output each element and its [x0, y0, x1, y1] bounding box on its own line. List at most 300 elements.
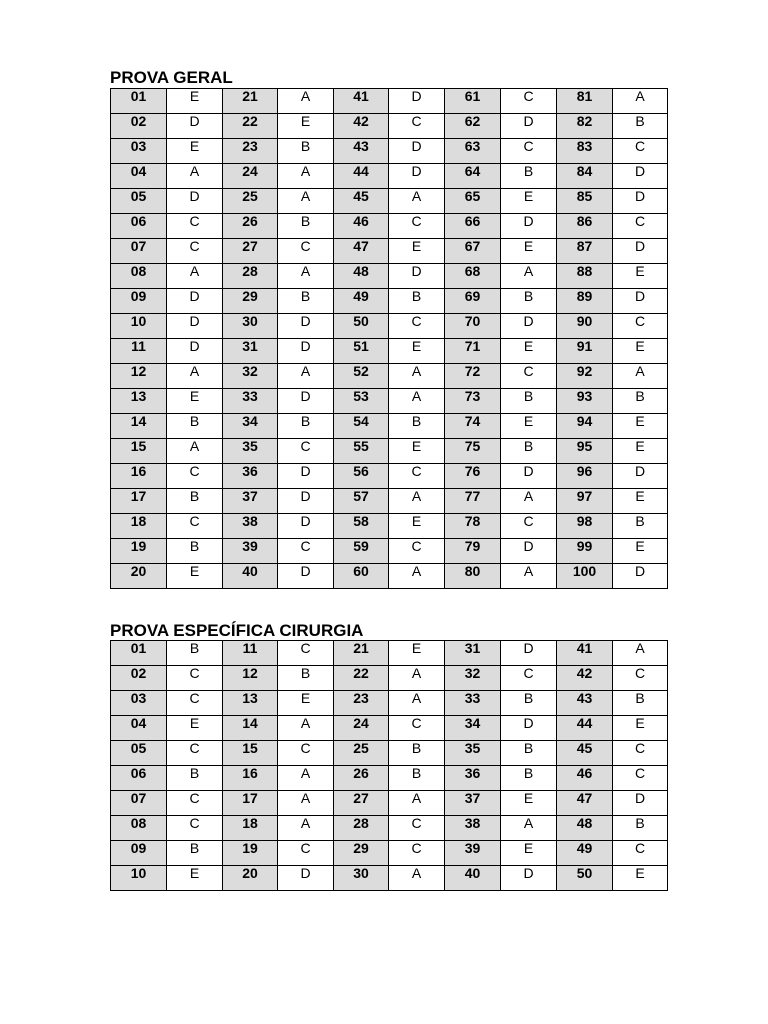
question-number: 74 — [445, 414, 501, 439]
answer-letter: C — [278, 239, 334, 264]
question-number: 70 — [445, 314, 501, 339]
question-number: 21 — [223, 89, 278, 114]
table-row — [111, 289, 668, 314]
question-number: 32 — [223, 364, 278, 389]
answer-letter: E — [167, 564, 223, 589]
question-number: 29 — [334, 841, 389, 866]
question-number: 19 — [223, 841, 278, 866]
table-row — [111, 439, 668, 464]
question-number: 75 — [445, 439, 501, 464]
question-number: 47 — [334, 239, 389, 264]
table-row — [111, 414, 668, 439]
question-number: 97 — [557, 489, 613, 514]
answer-letter: E — [278, 691, 334, 716]
answer-letter: B — [167, 766, 223, 791]
answer-letter: A — [278, 816, 334, 841]
answer-letter: E — [501, 189, 557, 214]
answer-letter: C — [167, 239, 223, 264]
question-number: 40 — [445, 866, 501, 891]
question-number: 58 — [334, 514, 389, 539]
answer-letter: A — [167, 364, 223, 389]
question-number: 46 — [557, 766, 613, 791]
question-number: 56 — [334, 464, 389, 489]
question-number: 85 — [557, 189, 613, 214]
question-number: 48 — [334, 264, 389, 289]
question-number: 22 — [223, 114, 278, 139]
table-row — [111, 716, 668, 741]
question-number: 12 — [223, 666, 278, 691]
answer-letter: D — [278, 489, 334, 514]
table-row — [111, 816, 668, 841]
answer-letter: E — [613, 716, 668, 741]
question-number: 78 — [445, 514, 501, 539]
question-number: 39 — [445, 841, 501, 866]
answer-letter: B — [389, 414, 445, 439]
answer-letter: E — [167, 89, 223, 114]
question-number: 25 — [223, 189, 278, 214]
question-number: 57 — [334, 489, 389, 514]
answer-letter: C — [613, 139, 668, 164]
answer-letter: B — [278, 214, 334, 239]
question-number: 06 — [111, 766, 167, 791]
answer-letter: E — [613, 439, 668, 464]
answer-letter: D — [167, 189, 223, 214]
question-number: 63 — [445, 139, 501, 164]
question-number: 24 — [223, 164, 278, 189]
question-number: 04 — [111, 716, 167, 741]
answer-letter: E — [389, 339, 445, 364]
answer-letter: D — [613, 564, 668, 589]
question-number: 33 — [445, 691, 501, 716]
question-number: 50 — [557, 866, 613, 891]
answer-letter: C — [389, 114, 445, 139]
question-number: 93 — [557, 389, 613, 414]
table-row — [111, 189, 668, 214]
question-number: 36 — [445, 766, 501, 791]
question-number: 20 — [223, 866, 278, 891]
answer-letter: B — [613, 691, 668, 716]
question-number: 34 — [223, 414, 278, 439]
answer-letter: E — [167, 139, 223, 164]
answer-letter: B — [613, 514, 668, 539]
question-number: 41 — [334, 89, 389, 114]
answer-letter: C — [389, 314, 445, 339]
question-number: 53 — [334, 389, 389, 414]
answer-letter: C — [167, 741, 223, 766]
question-number: 34 — [445, 716, 501, 741]
answer-letter: E — [501, 339, 557, 364]
question-number: 69 — [445, 289, 501, 314]
answer-letter: B — [167, 414, 223, 439]
question-number: 88 — [557, 264, 613, 289]
answer-letter: C — [389, 464, 445, 489]
answer-letter: A — [389, 189, 445, 214]
answer-letter: E — [167, 389, 223, 414]
answer-letter: D — [278, 314, 334, 339]
question-number: 06 — [111, 214, 167, 239]
answer-letter: D — [501, 114, 557, 139]
question-number: 52 — [334, 364, 389, 389]
question-number: 100 — [557, 564, 613, 589]
answer-letter: B — [278, 139, 334, 164]
question-number: 22 — [334, 666, 389, 691]
answer-letter: A — [278, 791, 334, 816]
question-number: 10 — [111, 314, 167, 339]
answer-letter: D — [167, 289, 223, 314]
question-number: 03 — [111, 691, 167, 716]
table-row — [111, 791, 668, 816]
answer-letter: A — [501, 489, 557, 514]
answer-letter: D — [613, 791, 668, 816]
question-number: 14 — [223, 716, 278, 741]
question-number: 87 — [557, 239, 613, 264]
question-number: 15 — [111, 439, 167, 464]
question-number: 12 — [111, 364, 167, 389]
question-number: 32 — [445, 666, 501, 691]
question-number: 18 — [111, 514, 167, 539]
question-number: 18 — [223, 816, 278, 841]
question-number: 17 — [111, 489, 167, 514]
answer-letter: A — [167, 439, 223, 464]
question-number: 04 — [111, 164, 167, 189]
answer-letter: A — [389, 791, 445, 816]
answer-letter: E — [501, 239, 557, 264]
question-number: 45 — [557, 741, 613, 766]
answer-letter: A — [389, 564, 445, 589]
table-row — [111, 539, 668, 564]
answer-letter: C — [167, 666, 223, 691]
question-number: 61 — [445, 89, 501, 114]
answer-letter: B — [389, 289, 445, 314]
answer-letter: A — [501, 816, 557, 841]
answer-letter: A — [501, 264, 557, 289]
answer-letter: B — [501, 691, 557, 716]
question-number: 27 — [334, 791, 389, 816]
answer-letter: C — [278, 439, 334, 464]
answer-letter: E — [613, 489, 668, 514]
answer-letter: B — [167, 489, 223, 514]
question-number: 16 — [223, 766, 278, 791]
answer-letter: B — [278, 414, 334, 439]
table-row — [111, 239, 668, 264]
question-number: 05 — [111, 189, 167, 214]
answer-letter: C — [613, 314, 668, 339]
answer-letter: E — [389, 239, 445, 264]
answer-letter: D — [389, 139, 445, 164]
answer-letter: B — [167, 641, 223, 666]
answer-letter: D — [278, 464, 334, 489]
answer-letter: B — [167, 539, 223, 564]
answer-letter: B — [613, 389, 668, 414]
answer-letter: C — [389, 539, 445, 564]
question-number: 76 — [445, 464, 501, 489]
answer-letter: C — [501, 139, 557, 164]
answer-letter: E — [278, 114, 334, 139]
answer-letter: A — [278, 189, 334, 214]
answer-letter: A — [278, 164, 334, 189]
answer-letter: C — [278, 539, 334, 564]
question-number: 31 — [445, 641, 501, 666]
answer-letter: E — [501, 414, 557, 439]
question-number: 46 — [334, 214, 389, 239]
answer-letter: D — [278, 514, 334, 539]
table-row — [111, 841, 668, 866]
answer-letter: E — [389, 514, 445, 539]
answer-letter: D — [389, 264, 445, 289]
table-row — [111, 114, 668, 139]
question-number: 43 — [557, 691, 613, 716]
question-number: 48 — [557, 816, 613, 841]
question-number: 62 — [445, 114, 501, 139]
answer-letter: B — [389, 741, 445, 766]
answer-letter: C — [613, 841, 668, 866]
answer-letter: A — [389, 364, 445, 389]
answer-letter: A — [167, 164, 223, 189]
question-number: 60 — [334, 564, 389, 589]
question-number: 02 — [111, 666, 167, 691]
question-number: 94 — [557, 414, 613, 439]
answer-letter: C — [501, 514, 557, 539]
question-number: 99 — [557, 539, 613, 564]
answer-letter: D — [501, 866, 557, 891]
question-number: 42 — [557, 666, 613, 691]
answer-letter: D — [501, 539, 557, 564]
answer-letter: B — [501, 741, 557, 766]
question-number: 02 — [111, 114, 167, 139]
answer-letter: B — [167, 841, 223, 866]
answer-letter: D — [613, 464, 668, 489]
question-number: 51 — [334, 339, 389, 364]
answer-letter: C — [613, 214, 668, 239]
answer-letter: E — [389, 439, 445, 464]
question-number: 23 — [334, 691, 389, 716]
question-number: 45 — [334, 189, 389, 214]
answer-letter: D — [278, 564, 334, 589]
question-number: 96 — [557, 464, 613, 489]
answer-letter: C — [389, 716, 445, 741]
question-number: 49 — [557, 841, 613, 866]
table-row — [111, 666, 668, 691]
table-row — [111, 564, 668, 589]
question-number: 11 — [111, 339, 167, 364]
question-number: 30 — [223, 314, 278, 339]
answer-letter: C — [389, 841, 445, 866]
question-number: 30 — [334, 866, 389, 891]
table-row — [111, 866, 668, 891]
answer-letter: A — [167, 264, 223, 289]
answer-letter: B — [501, 439, 557, 464]
question-number: 66 — [445, 214, 501, 239]
question-number: 72 — [445, 364, 501, 389]
question-number: 24 — [334, 716, 389, 741]
question-number: 81 — [557, 89, 613, 114]
answer-letter: A — [389, 691, 445, 716]
answer-letter: E — [613, 264, 668, 289]
answer-letter: D — [501, 464, 557, 489]
question-number: 19 — [111, 539, 167, 564]
answer-letter: A — [278, 716, 334, 741]
answer-letter: D — [501, 716, 557, 741]
answer-letter: E — [167, 716, 223, 741]
answer-letter: C — [501, 89, 557, 114]
question-number: 13 — [111, 389, 167, 414]
answer-letter: D — [167, 314, 223, 339]
question-number: 42 — [334, 114, 389, 139]
table-row — [111, 489, 668, 514]
question-number: 98 — [557, 514, 613, 539]
answer-letter: D — [613, 289, 668, 314]
question-number: 26 — [334, 766, 389, 791]
answer-letter: B — [501, 766, 557, 791]
answer-letter: D — [278, 339, 334, 364]
question-number: 43 — [334, 139, 389, 164]
question-number: 07 — [111, 239, 167, 264]
question-number: 38 — [445, 816, 501, 841]
question-number: 64 — [445, 164, 501, 189]
answer-letter: C — [389, 214, 445, 239]
table-row — [111, 139, 668, 164]
answer-letter: B — [389, 766, 445, 791]
answer-letter: E — [167, 866, 223, 891]
table-row — [111, 464, 668, 489]
section-title-prova-geral: PROVA GERAL — [110, 68, 233, 87]
question-number: 14 — [111, 414, 167, 439]
answer-letter: C — [167, 214, 223, 239]
question-number: 08 — [111, 816, 167, 841]
question-number: 84 — [557, 164, 613, 189]
question-number: 03 — [111, 139, 167, 164]
question-number: 37 — [223, 489, 278, 514]
answer-letter: D — [278, 866, 334, 891]
question-number: 21 — [334, 641, 389, 666]
question-number: 27 — [223, 239, 278, 264]
question-number: 26 — [223, 214, 278, 239]
question-number: 23 — [223, 139, 278, 164]
question-number: 13 — [223, 691, 278, 716]
question-number: 11 — [223, 641, 278, 666]
question-number: 01 — [111, 641, 167, 666]
answer-letter: C — [613, 741, 668, 766]
answer-letter: B — [613, 114, 668, 139]
question-number: 37 — [445, 791, 501, 816]
answer-letter: E — [613, 866, 668, 891]
table-row — [111, 514, 668, 539]
question-number: 55 — [334, 439, 389, 464]
question-number: 10 — [111, 866, 167, 891]
table-row — [111, 641, 668, 666]
question-number: 25 — [334, 741, 389, 766]
question-number: 05 — [111, 741, 167, 766]
answer-letter: C — [167, 691, 223, 716]
question-number: 92 — [557, 364, 613, 389]
answer-letter: B — [501, 164, 557, 189]
answer-letter: E — [501, 791, 557, 816]
answer-letter: A — [501, 564, 557, 589]
table-row — [111, 164, 668, 189]
question-number: 09 — [111, 289, 167, 314]
answer-letter: A — [613, 641, 668, 666]
table-row — [111, 741, 668, 766]
answer-letter: D — [613, 239, 668, 264]
question-number: 01 — [111, 89, 167, 114]
question-number: 65 — [445, 189, 501, 214]
question-number: 67 — [445, 239, 501, 264]
question-number: 54 — [334, 414, 389, 439]
answer-letter: D — [389, 89, 445, 114]
question-number: 28 — [223, 264, 278, 289]
answer-letter: D — [613, 189, 668, 214]
question-number: 29 — [223, 289, 278, 314]
answer-letter: D — [501, 314, 557, 339]
answer-letter: E — [613, 539, 668, 564]
section-title-prova-especifica-cirurgia: PROVA ESPECÍFICA CIRURGIA — [110, 621, 364, 640]
answer-letter: C — [167, 791, 223, 816]
answer-letter: D — [501, 214, 557, 239]
question-number: 20 — [111, 564, 167, 589]
question-number: 07 — [111, 791, 167, 816]
question-number: 09 — [111, 841, 167, 866]
question-number: 91 — [557, 339, 613, 364]
answer-letter: A — [278, 89, 334, 114]
question-number: 86 — [557, 214, 613, 239]
question-number: 83 — [557, 139, 613, 164]
answer-letter: A — [278, 766, 334, 791]
answer-letter: D — [501, 641, 557, 666]
answer-letter: C — [501, 666, 557, 691]
table-row — [111, 389, 668, 414]
answer-letter: D — [389, 164, 445, 189]
answer-letter: B — [278, 289, 334, 314]
table-row — [111, 339, 668, 364]
table-row — [111, 691, 668, 716]
table-row — [111, 314, 668, 339]
answer-letter: A — [613, 89, 668, 114]
answer-letter: A — [278, 264, 334, 289]
answer-letter: E — [613, 414, 668, 439]
question-number: 71 — [445, 339, 501, 364]
question-number: 17 — [223, 791, 278, 816]
question-number: 49 — [334, 289, 389, 314]
answer-letter: C — [167, 816, 223, 841]
question-number: 44 — [557, 716, 613, 741]
answer-letter: B — [501, 389, 557, 414]
question-number: 68 — [445, 264, 501, 289]
question-number: 44 — [334, 164, 389, 189]
question-number: 41 — [557, 641, 613, 666]
question-number: 31 — [223, 339, 278, 364]
question-number: 08 — [111, 264, 167, 289]
table-row — [111, 364, 668, 389]
question-number: 39 — [223, 539, 278, 564]
answer-letter: C — [278, 841, 334, 866]
answer-letter: E — [613, 339, 668, 364]
answer-letter: A — [389, 866, 445, 891]
answer-letter: A — [389, 389, 445, 414]
answer-letter: D — [613, 164, 668, 189]
question-number: 50 — [334, 314, 389, 339]
answer-letter: E — [389, 641, 445, 666]
question-number: 89 — [557, 289, 613, 314]
question-number: 38 — [223, 514, 278, 539]
question-number: 47 — [557, 791, 613, 816]
question-number: 95 — [557, 439, 613, 464]
question-number: 79 — [445, 539, 501, 564]
question-number: 28 — [334, 816, 389, 841]
question-number: 80 — [445, 564, 501, 589]
answer-letter: C — [613, 666, 668, 691]
answer-key-table-prova-especifica-cirurgia — [110, 640, 668, 891]
answer-key-table-prova-geral — [110, 88, 668, 589]
